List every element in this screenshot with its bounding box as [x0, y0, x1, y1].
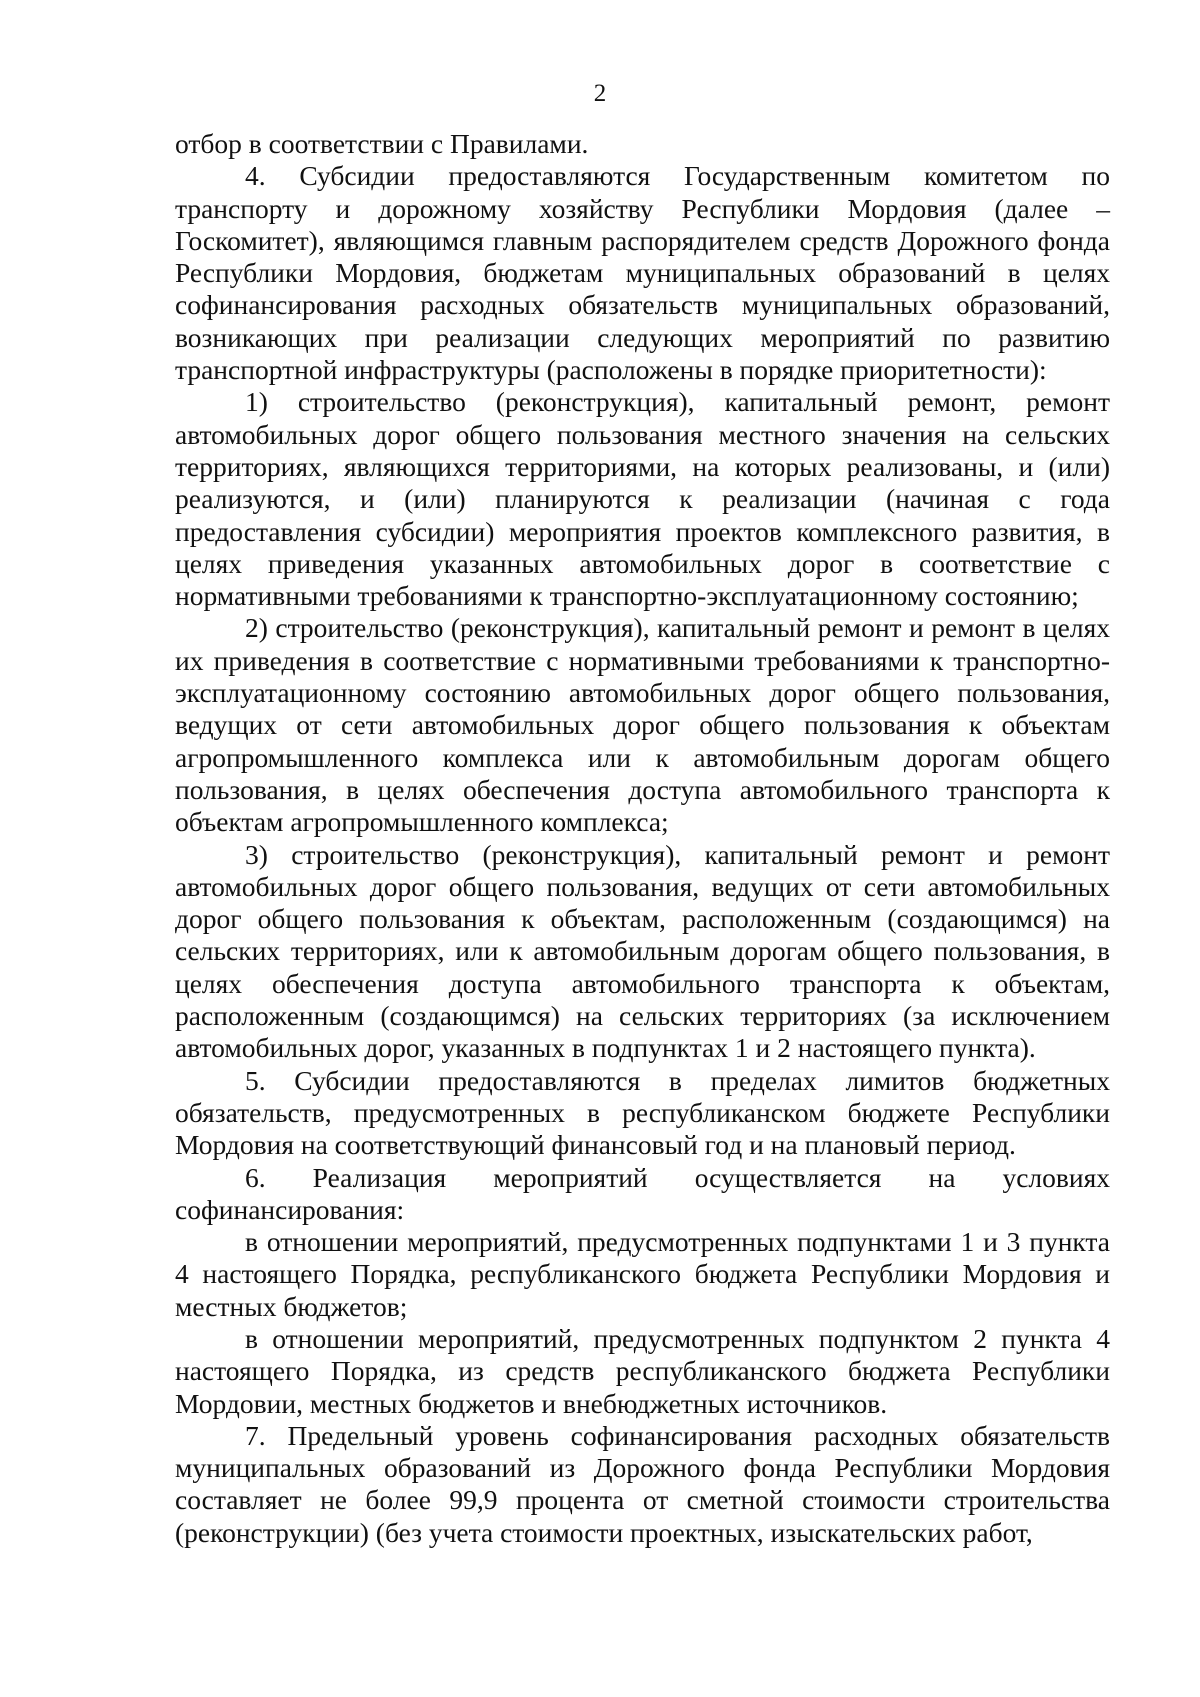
- paragraph-continuation: отбор в соответствии с Правилами.: [175, 128, 589, 159]
- paragraph-subitem-2: 2) строительство (реконструкция), капитальный ремонт и ремонт в целях их приведения в соответствие с нормативными требованиями к транспортно-эксплуатационному состоянию автомобильных дорог общего пользования, ведущих от сети автомобильных дорог общего пользования к объектам агропромышленного комплекса или к автомобильным дорогам общего пользования, в целях обеспечения доступа автомобильного транспорта к объектам агропромышленного комплекса;: [175, 612, 1110, 838]
- paragraph-subitem-1: 1) строительство (реконструкция), капитальный ремонт, ремонт автомобильных дорог общего пользования местного значения на сельских территориях, являющихся территориями, на которых реализованы, и (или) реализуются, и (или) планируются к реализации (начиная с года предоставления субсидии) мероприятия проектов комплексного развития, в целях приведения указанных автомобильных дорог в соответствие с нормативными требованиями к транспортно-эксплуатационному состоянию;: [175, 386, 1110, 612]
- paragraph-subitem-3: 3) строительство (реконструкция), капитальный ремонт и ремонт автомобильных дорог общего пользования, ведущих от сети автомобильных дорог общего пользования к объектам, расположенным (создающимся) на сельских территориях, или к автомобильным дорогам общего пользования, в целях обеспечения доступа автомобильного транспорта к объектам, расположенным (создающимся) на сельских территориях (за исключением автомобильных дорог, указанных в подпунктах 1 и 2 настоящего пункта).: [175, 838, 1110, 1064]
- page-number: 2: [593, 80, 607, 107]
- document-body: [175, 128, 1110, 1549]
- paragraph-item-5: 5. Субсидии предоставляются в пределах лимитов бюджетных обязательств, предусмотренных в республиканском бюджете Республики Мордовия на соответствующий финансовый год и на плановый период.: [175, 1064, 1110, 1161]
- paragraph-item-4: 4. Субсидии предоставляются Государственным комитетом по транспорту и дорожному хозяйству Республики Мордовия (далее – Госкомитет), являющимся главным распорядителем средств Дорожного фонда Республики Мордовия, бюджетам муниципальных образований в целях софинансирования расходных обязательств муниципальных образований, возникающих при реализации следующих мероприятий по развитию транспортной инфраструктуры (расположены в порядке приоритетности):: [175, 160, 1110, 386]
- paragraph-item-6: 6. Реализация мероприятий осуществляется на условиях софинансирования:: [175, 1161, 1110, 1225]
- paragraph-item-6-b: в отношении мероприятий, предусмотренных подпунктом 2 пункта 4 настоящего Порядка, из средств республиканского бюджета Республики Мордовии, местных бюджетов и внебюджетных источников.: [175, 1322, 1110, 1419]
- paragraph-item-7: 7. Предельный уровень софинансирования расходных обязательств муниципальных образований из Дорожного фонда Республики Мордовия составляет не более 99,9 процента от сметной стоимости строительства (реконструкции) (без учета стоимости проектных, изыскательских работ,: [175, 1419, 1110, 1548]
- paragraph-item-6-a: в отношении мероприятий, предусмотренных подпунктами 1 и 3 пункта 4 настоящего Порядка, республиканского бюджета Республики Мордовия и местных бюджетов;: [175, 1226, 1110, 1322]
